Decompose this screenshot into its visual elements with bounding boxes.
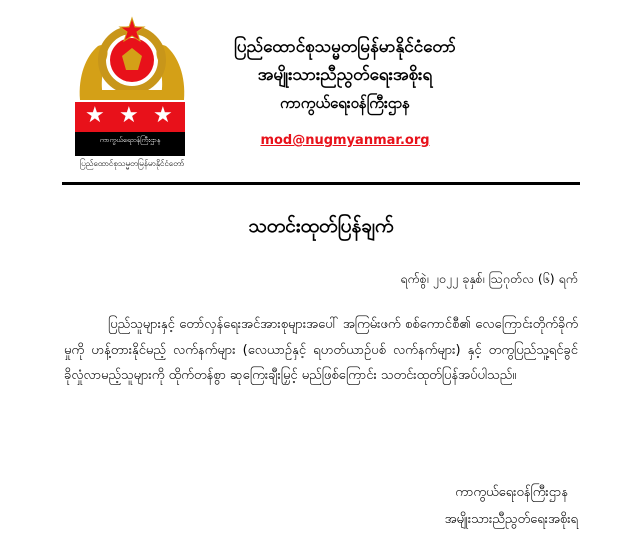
state-seal-icon [76,16,188,102]
star-icon: ★ [119,103,139,128]
header-government-name: အမျိုးသားညီညွတ်ရေးအစိုးရ [257,65,433,85]
signature-ministry: ကာကွယ်ရေးဝန်ကြီးဌာန [455,485,568,500]
document-title: သတင်းထုတ်ပြန်ချက် [248,215,394,237]
header-ministry-name: ကာကွယ်ရေးဝန်ကြီးဌာန [279,94,411,112]
star-icon: ★ [85,103,105,128]
flag-red-band [75,102,185,132]
ministry-flag [75,102,185,156]
header-divider [62,182,580,185]
contact-email-link[interactable]: mod@nugmyanmar.org [260,133,430,148]
star-icon: ★ [153,103,173,128]
document-body: ပြည်သူများနှင့် တော်လှန်ရေးအင်အားစုများအပေါ် အကြမ်းဖက် စစ်ကောင်စီ၏ လေကြောင်းတိုက်ခိုက်မှုကို ဟန့်တားနိုင်မည့် လက်နက်များ (လေယာဉ်နှင့် ရဟတ်ယာဉ်ပစ် လက်နက်များ) နှင့် တကွပြည်သူ့ရင်ခွင် ခိုလှုံလာမည့်သူများကို ထိုက်တန်စွာ ဆုကြေးချီးမြှင့် မည်ဖြစ်ကြောင်း သတင်းထုတ်ပြန်အပ်ပါသည်။ [64,317,578,383]
ministry-emblem [62,16,202,166]
flag-label: ကာကွယ်ရေးဝန်ကြီးဌာန [99,136,161,144]
header-state-name: ပြည်ထောင်စုသမ္မတမြန်မာနိုင်ငံတော် [234,37,456,57]
emblem-caption: ပြည်ထောင်စုသမ္မတမြန်မာနိုင်ငံတော် [79,159,185,168]
document-date: ရက်စွဲ၊ ၂၀၂၂ ခုနှစ်၊ ဩဂုတ်လ (၆) ရက် [400,271,578,286]
signature-government: အမျိုးသားညီညွတ်ရေးအစိုးရ [444,512,578,527]
